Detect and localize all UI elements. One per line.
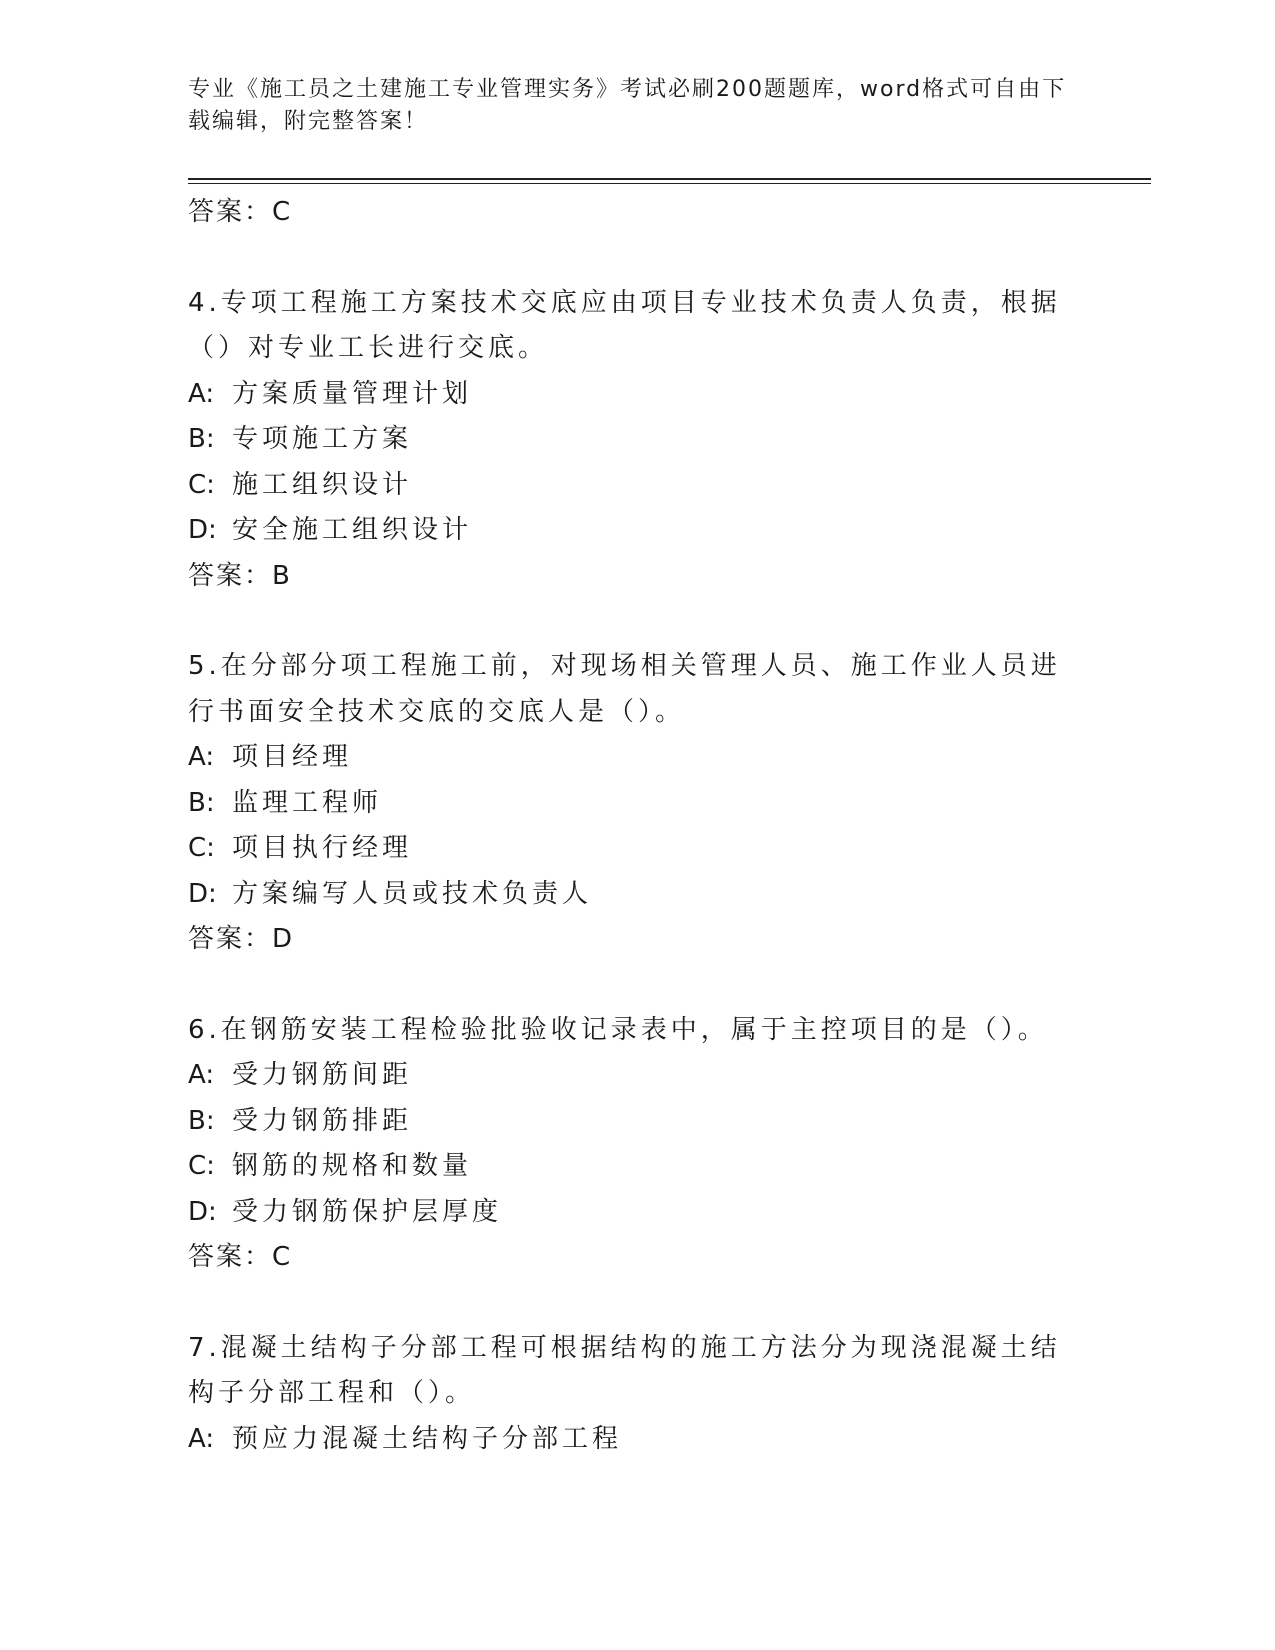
option-text: 方案编写人员或技术负责人 xyxy=(232,878,593,909)
option-text: 钢筋的规格和数量 xyxy=(232,1151,473,1181)
option-d xyxy=(188,508,1068,554)
option-letter: D: xyxy=(188,878,217,909)
option-text: 监理工程师 xyxy=(232,787,383,818)
option-letter: B: xyxy=(188,1105,215,1136)
option-text: 方案质量管理计划 xyxy=(232,378,473,409)
question-stem: 7.混凝土结构子分部工程可根据结构的施工方法分为现浇混凝土结构子分部工程和（）。 xyxy=(188,1332,1061,1408)
option-a xyxy=(188,372,1068,418)
question-7 xyxy=(188,1326,1068,1463)
option-c xyxy=(188,1144,1068,1190)
header-divider-thick xyxy=(188,178,1151,180)
option-c xyxy=(188,463,1068,509)
question-4 xyxy=(188,281,1068,600)
question-stem: 4.专项工程施工方案技术交底应由项目专业技术负责人负责，根据（）对专业工长进行交底。 xyxy=(188,287,1061,363)
option-text: 项目执行经理 xyxy=(232,833,413,863)
answer-line: 答案：B xyxy=(188,560,292,591)
question-stem: 5.在分部分项工程施工前，对现场相关管理人员、施工作业人员进行书面安全技术交底的交底人是（）。 xyxy=(188,651,1061,727)
option-letter: A: xyxy=(188,378,215,409)
option-a xyxy=(188,735,1068,781)
option-text: 预应力混凝土结构子分部工程 xyxy=(232,1423,623,1454)
option-a xyxy=(188,1053,1068,1099)
option-letter: D: xyxy=(188,1196,217,1227)
answer-line: 答案：C xyxy=(188,1242,293,1272)
answer-line: 答案：C xyxy=(188,197,293,227)
option-text: 受力钢筋间距 xyxy=(232,1060,413,1090)
question-stem: 6.在钢筋安装工程检验批验收记录表中，属于主控项目的是（）。 xyxy=(188,1014,1048,1045)
option-letter: A: xyxy=(188,742,215,772)
option-letter: B: xyxy=(188,787,215,818)
option-text: 受力钢筋排距 xyxy=(232,1105,413,1136)
question-5 xyxy=(188,644,1068,963)
option-b xyxy=(188,417,1068,463)
option-c xyxy=(188,826,1068,872)
option-text: 施工组织设计 xyxy=(232,469,413,500)
option-letter: B: xyxy=(188,424,215,454)
option-text: 专项施工方案 xyxy=(232,424,413,454)
question-list xyxy=(188,190,1068,1462)
option-letter: C: xyxy=(188,833,215,863)
option-text: 安全施工组织设计 xyxy=(232,515,473,545)
option-text: 项目经理 xyxy=(232,742,353,772)
option-b xyxy=(188,781,1068,827)
option-letter: A: xyxy=(188,1060,215,1090)
option-d xyxy=(188,872,1068,918)
option-letter: A: xyxy=(188,1423,215,1454)
option-d xyxy=(188,1190,1068,1236)
option-text: 受力钢筋保护层厚度 xyxy=(232,1196,503,1227)
option-a xyxy=(188,1417,1068,1463)
option-letter: C: xyxy=(188,1151,215,1181)
option-letter: C: xyxy=(188,469,215,500)
answer-line: 答案：D xyxy=(188,924,295,954)
question-6 xyxy=(188,1008,1068,1281)
header-divider-thin xyxy=(188,183,1151,184)
document-header: 专业《施工员之土建施工专业管理实务》考试必刷200题题库，word格式可自由下载编辑，附完整答案！ xyxy=(188,77,1067,134)
option-b xyxy=(188,1099,1068,1145)
option-letter: D: xyxy=(188,515,217,545)
